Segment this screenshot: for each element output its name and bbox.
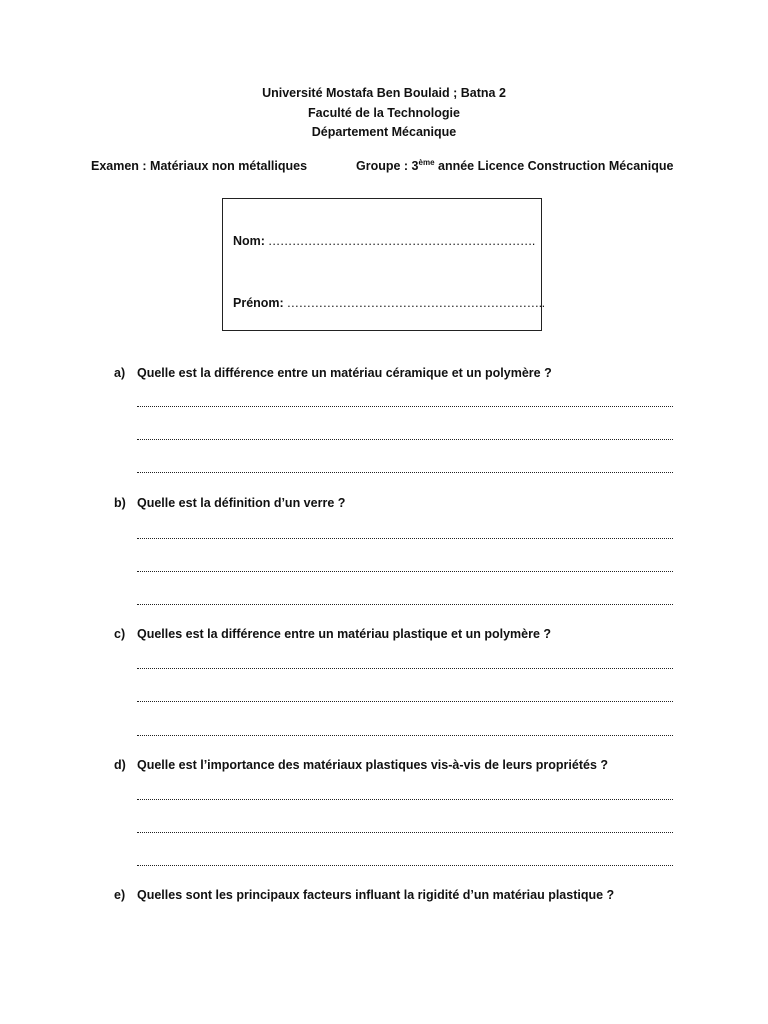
question-a bbox=[114, 366, 714, 380]
question-text: Quelle est la différence entre un matériau céramique et un polymère ? bbox=[137, 366, 552, 380]
university-name: Université Mostafa Ben Boulaid ; Batna 2 bbox=[262, 86, 506, 100]
document-header bbox=[0, 84, 768, 143]
student-identity-box bbox=[222, 198, 545, 331]
question-e bbox=[114, 888, 714, 902]
answer-line[interactable] bbox=[137, 799, 673, 800]
prenom-label: Prénom: bbox=[233, 296, 284, 310]
question-b bbox=[114, 496, 714, 510]
exam-group bbox=[356, 159, 673, 173]
answer-line[interactable] bbox=[137, 472, 673, 473]
answer-line[interactable] bbox=[137, 571, 673, 572]
answer-line[interactable] bbox=[137, 406, 673, 407]
question-letter: b) bbox=[114, 496, 126, 510]
question-d bbox=[114, 758, 714, 772]
answer-line[interactable] bbox=[137, 832, 673, 833]
prenom-field[interactable] bbox=[233, 296, 545, 310]
exam-title: Examen : Matériaux non métalliques bbox=[91, 159, 308, 173]
faculty-name: Faculté de la Technologie bbox=[308, 105, 460, 120]
answer-line[interactable] bbox=[137, 735, 673, 736]
group-superscript: ème bbox=[418, 157, 435, 167]
answer-line[interactable] bbox=[137, 439, 673, 440]
answer-line[interactable] bbox=[137, 865, 673, 866]
question-letter: d) bbox=[114, 758, 126, 772]
question-text: Quelle est l’importance des matériaux plastiques vis-à-vis de leurs propriétés ? bbox=[137, 758, 609, 772]
department-name: Département Mécanique bbox=[311, 125, 457, 139]
nom-field[interactable] bbox=[233, 234, 535, 248]
answer-line[interactable] bbox=[137, 701, 673, 702]
group-prefix: Groupe : 3 bbox=[356, 159, 419, 173]
answer-line[interactable] bbox=[137, 668, 673, 669]
question-letter: c) bbox=[114, 627, 126, 641]
prenom-dots: ……………………………………………………….. bbox=[283, 296, 545, 310]
answer-line[interactable] bbox=[137, 538, 673, 539]
question-text: Quelles est la différence entre un matériau plastique et un polymère ? bbox=[137, 627, 552, 641]
question-letter: e) bbox=[114, 888, 126, 902]
nom-label: Nom: bbox=[233, 234, 265, 248]
question-c bbox=[114, 627, 714, 641]
group-suffix: année Licence Construction Mécanique bbox=[434, 159, 674, 173]
question-text: Quelles sont les principaux facteurs influant la rigidité d’un matériau plastique ? bbox=[137, 888, 615, 902]
nom-dots: …………………………………………………………. bbox=[264, 234, 535, 248]
question-text: Quelle est la définition d’un verre ? bbox=[137, 496, 346, 510]
answer-line[interactable] bbox=[137, 604, 673, 605]
question-letter: a) bbox=[114, 366, 126, 380]
